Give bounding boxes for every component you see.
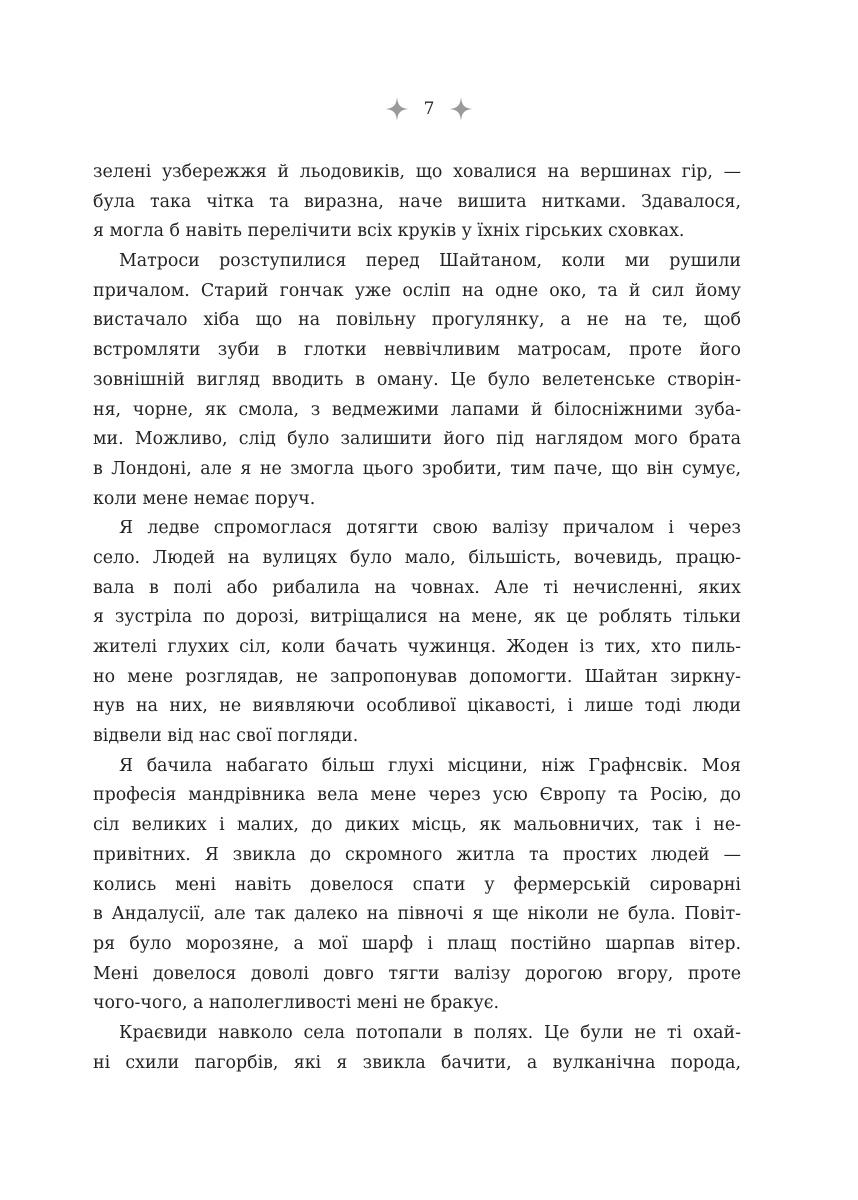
text-line: в Лондоні, але я не змогла цього зробити, тим паче, що він сумує,	[93, 458, 741, 479]
four-point-star-icon	[384, 96, 410, 122]
text-line: причалом. Старий гончак уже осліп на одне око, та й сил йому	[93, 280, 741, 301]
four-point-star-icon	[448, 96, 474, 122]
paragraph	[93, 158, 741, 247]
paragraph	[93, 752, 741, 1019]
text-line: жителі глухих сіл, коли бачать чужинця. Жоден із тих, хто пиль-	[93, 637, 741, 657]
text-line: вистачало хіба що на повільну прогулянку, а не на те, щоб	[93, 310, 741, 331]
text-line: ми. Можливо, слід було залишити його під наглядом мого брата	[93, 429, 741, 450]
text-line: колись мені навіть довелося спати у фермерській сироварні	[93, 874, 741, 895]
text-line: но мене розглядав, не запропонував допомогти. Шайтан зиркну-	[93, 666, 741, 687]
text-line: сіл великих і малих, до диких місць, як мальовничих, так і не-	[93, 815, 741, 836]
paragraph	[93, 247, 741, 514]
text-line: була така чітка та виразна, наче вишита нитками. Здавалося,	[93, 191, 741, 212]
text-line: в Андалусії, але так далеко на півночі я ще ніколи не була. Повіт-	[93, 904, 741, 925]
text-line: ря було морозяне, а мої шарф і плащ постійно шарпав вітер.	[93, 933, 741, 954]
paragraph	[93, 514, 741, 752]
text-line: Я бачила набагато більш глухі місцини, ніж Графнсвік. Моя	[119, 755, 741, 776]
text-line: село. Людей на вулицях було мало, більшість, вочевидь, працю-	[93, 547, 741, 568]
text-line: Я ледве спромоглася дотягти свою валізу причалом і через	[119, 518, 741, 539]
text-line: коли мене немає поруч.	[93, 488, 316, 509]
text-line: я могла б навіть перелічити всіх круків у їхніх гірських сховках.	[93, 221, 685, 242]
page-number: 7	[423, 99, 435, 119]
text-line: чого-чого, а наполегливості мені не бракує.	[93, 993, 499, 1014]
paragraph	[93, 1019, 741, 1078]
text-line: професія мандрівника вела мене через усю Європу та Росію, до	[93, 785, 741, 806]
text-line: зовнішній вигляд вводить в оману. Це було велетенське створін-	[93, 369, 741, 390]
text-line: привітних. Я звикла до скромного житла та простих людей —	[93, 844, 741, 865]
text-line: Мені довелося доволі довго тягти валізу дорогою вгору, проте	[93, 963, 741, 984]
text-line: зелені узбережжя й льодовиків, що ховалися на вершинах гір, —	[93, 162, 741, 182]
text-line: вала в полі або рибалила на човнах. Але ті нечисленні, яких	[93, 577, 741, 598]
text-line: відвели від нас свої погляди.	[93, 726, 359, 747]
text-line: встромляти зуби в глотки неввічливим матросам, проте його	[93, 340, 741, 361]
text-line: ня, чорне, як смола, з ведмежими лапами й білосніжними зуба-	[93, 399, 741, 420]
body-text	[93, 158, 741, 1078]
page-header	[0, 94, 858, 124]
text-line: ні схили пагорбів, які я звикла бачити, а вулканічна порода,	[93, 1052, 741, 1073]
text-line: я зустріла по дорозі, витріщалися на мене, як це роблять тільки	[93, 607, 741, 628]
text-line: нув на них, не виявляючи особливої цікавості, і лише тоді люди	[93, 696, 741, 717]
text-line: Матроси розступилися перед Шайтаном, коли ми рушили	[119, 251, 741, 272]
text-line: Краєвиди навколо села потопали в полях. Це були не ті охай-	[119, 1022, 741, 1043]
